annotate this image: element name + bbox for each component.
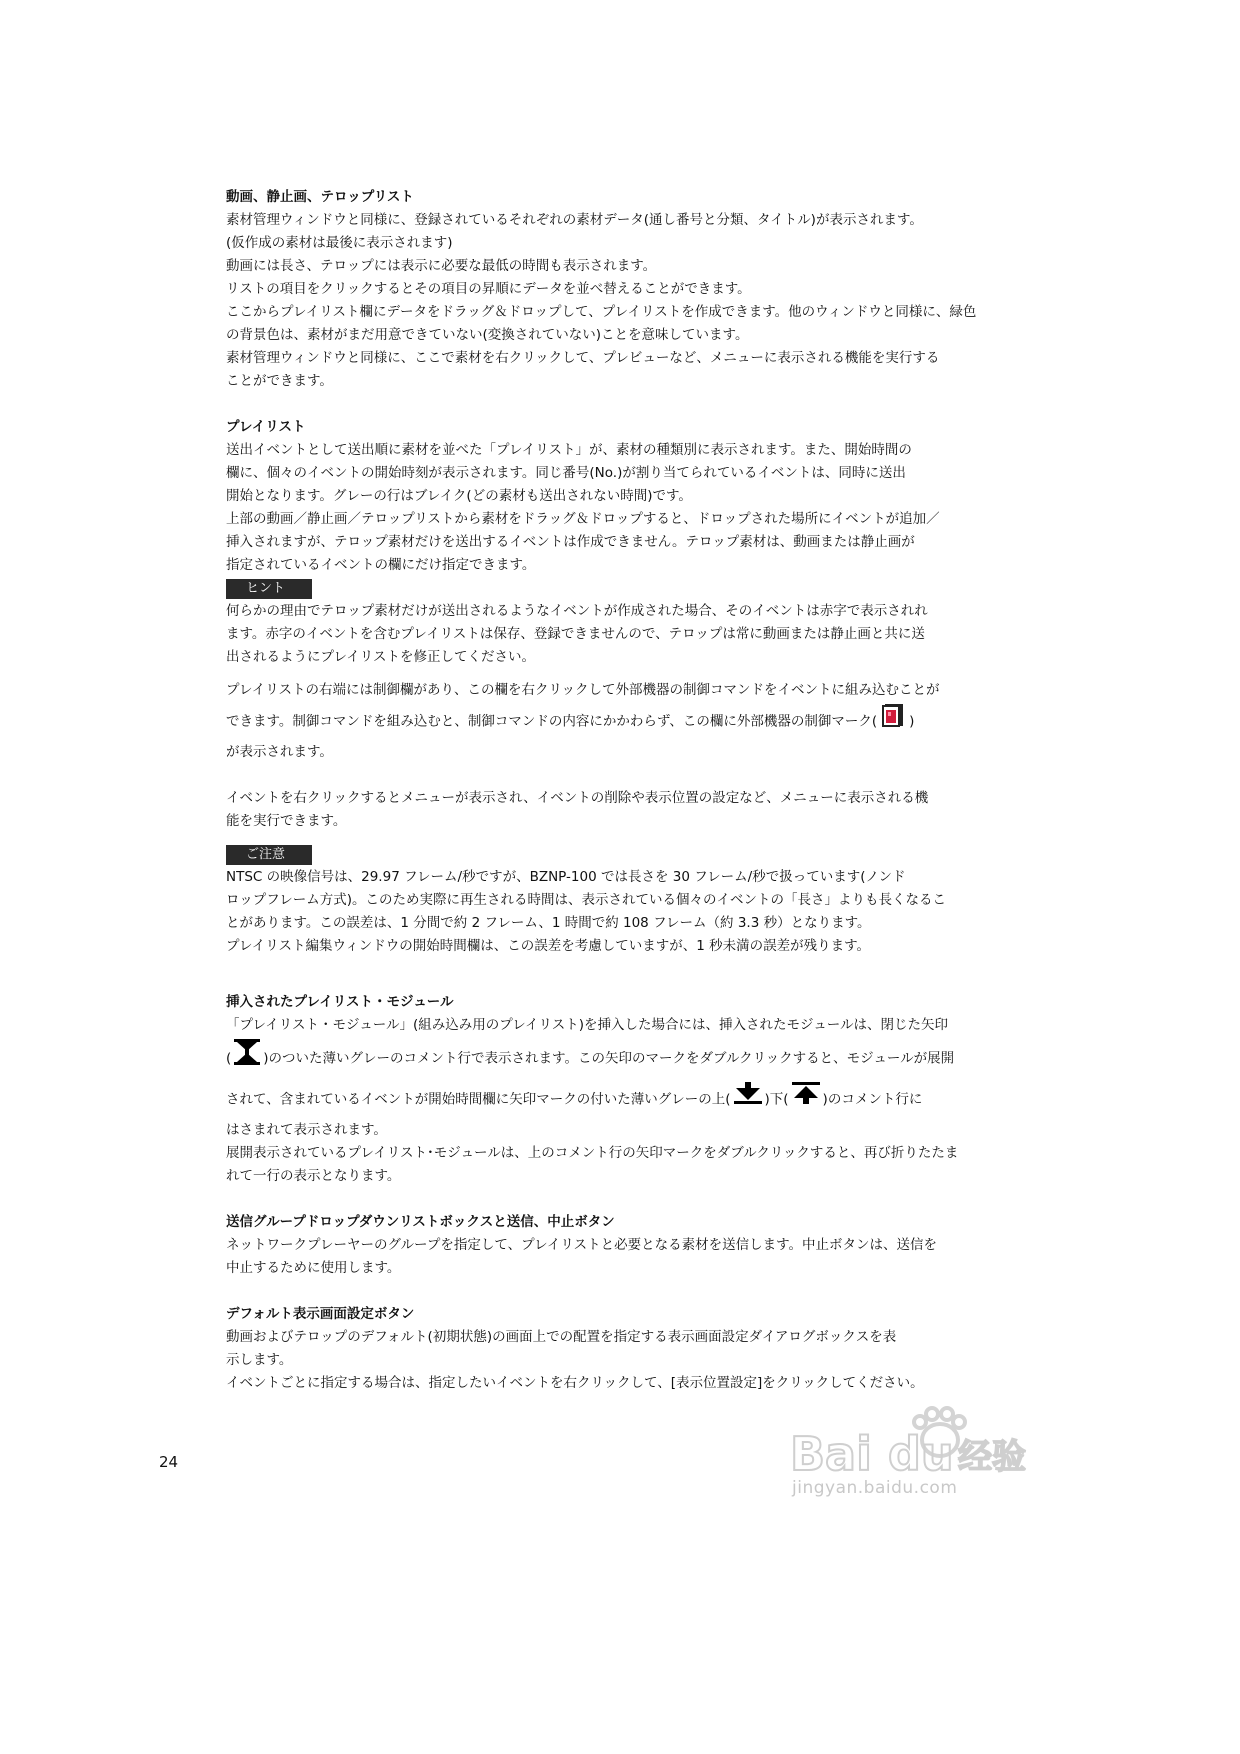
paragraph-line: (仮作成の素材は最後に表示されます) xyxy=(226,235,453,251)
inline-text: )のコメント行に xyxy=(822,1091,923,1108)
inline-text: )下( xyxy=(764,1091,789,1108)
note-line: ロップフレーム方式)。このため実際に再生される時間は、表示されている個々のイベントの「長さ」よりも長くなるこ xyxy=(226,892,946,908)
closed-arrow-icon xyxy=(232,1037,262,1080)
inline-text: ) xyxy=(909,713,915,730)
paragraph-line: 指定されているイベントの欄にだけ指定できます。 xyxy=(226,557,536,573)
watermark-url: jingyan.baidu.com xyxy=(792,1478,958,1498)
paragraph-line: れて一行の表示となります。 xyxy=(226,1168,401,1184)
paragraph-line: リストの項目をクリックするとその項目の昇順にデータを並べ替えることができます。 xyxy=(226,281,751,297)
page-number: 24 xyxy=(159,1453,179,1471)
paragraph-line-with-icon xyxy=(226,1037,956,1080)
paragraph-line: 展開表示されているプレイリスト･モジュールは、上のコメント行の矢印マークをダブルクリックすると、再び折りたたま xyxy=(226,1145,959,1161)
paragraph-line: 示します。 xyxy=(226,1352,293,1368)
section-title-material-lists: 動画、静止画、テロップリスト xyxy=(226,189,414,205)
svg-text:Bai: Bai xyxy=(790,1427,872,1481)
inline-text: されて、含まれているイベントが開始時間欄に矢印マークの付いた薄いグレーの上( xyxy=(226,1091,731,1108)
paragraph-line-with-icon xyxy=(226,1080,956,1119)
control-mark-icon xyxy=(878,702,908,741)
paragraph-line: イベントごとに指定する場合は、指定したいイベントを右クリックして、[表示位置設定]をクリックしてください。 xyxy=(226,1375,924,1391)
inline-text: )のついた薄いグレーのコメント行で表示されます。この矢印のマークをダブルクリックすると、モジュールが展開 xyxy=(263,1050,955,1067)
paragraph-line: 動画には長さ、テロップには表示に必要な最低の時間も表示されます。 xyxy=(226,258,657,274)
note-line: プレイリスト編集ウィンドウの開始時間欄は、この誤差を考慮していますが、1 秒未満の誤差が残ります。 xyxy=(226,938,871,954)
section-title-send-group: 送信グループドロップダウンリストボックスと送信、中止ボタン xyxy=(226,1214,615,1230)
paragraph-line: 挿入されますが、テロップ素材だけを送出するイベントは作成できません。テロップ素材は、動画または静止画が xyxy=(226,534,915,550)
paragraph-line: 中止するために使用します。 xyxy=(226,1260,401,1276)
paragraph-line: 送出イベントとして送出順に素材を並べた「プレイリスト」が、素材の種類別に表示されます。また、開始時間の xyxy=(226,442,912,458)
section-title-inserted-module: 挿入されたプレイリスト・モジュール xyxy=(226,994,454,1010)
hint-badge: ヒント xyxy=(226,579,312,599)
hint-line: 何らかの理由でテロップ素材だけが送出されるようなイベントが作成された場合、そのイベントは赤字で表示されれ xyxy=(226,603,928,619)
inline-text: ( xyxy=(226,1050,232,1067)
paragraph-line: イベントを右クリックするとメニューが表示され、イベントの削除や表示位置の設定など、メニューに表示される機 xyxy=(226,790,929,806)
paragraph-line: の背景色は、素材がまだ用意できていない(変換されていない)ことを意味しています。 xyxy=(226,327,749,343)
hint-line: 出されるようにプレイリストを修正してください。 xyxy=(226,649,536,665)
down-arrow-icon xyxy=(732,1080,764,1119)
section-title-default-screen: デフォルト表示画面設定ボタン xyxy=(226,1306,415,1322)
note-line: NTSC の映像信号は、29.97 フレーム/秒ですが、BZNP-100 では長さを 30 フレーム/秒で扱っています(ノンド xyxy=(226,869,906,885)
document-body xyxy=(226,186,977,1395)
paragraph-line: 素材管理ウィンドウと同様に、登録されているそれぞれの素材データ(通し番号と分類、タイトル)が表示されます。 xyxy=(226,212,923,228)
paragraph-line: ネットワークプレーヤーのグループを指定して、プレイリストと必要となる素材を送信します。中止ボタンは、送信を xyxy=(226,1237,938,1253)
note-line: とがあります。この誤差は、1 分間で約 2 フレーム、1 時間で約 108 フレーム（約 3.3 秒）となります。 xyxy=(226,915,871,931)
paragraph-line: ここからプレイリスト欄にデータをドラッグ＆ドロップして、プレイリストを作成できます。他のウィンドウと同様に、緑色 xyxy=(226,304,977,320)
paragraph-line: ことができます。 xyxy=(226,373,333,389)
section-title-playlist: プレイリスト xyxy=(226,419,306,435)
note-badge: ご注意 xyxy=(226,845,312,865)
up-arrow-icon xyxy=(790,1080,822,1119)
inline-text: できます。制御コマンドを組み込むと、制御コマンドの内容にかかわらず、この欄に外部機器の制御マーク( xyxy=(226,713,878,730)
paragraph-line: 能を実行できます。 xyxy=(226,813,347,829)
paragraph-line: 動画およびテロップのデフォルト(初期状態)の画面上での配置を指定する表示画面設定ダイアログボックスを表 xyxy=(226,1329,897,1345)
paragraph-line: はさまれて表示されます。 xyxy=(226,1122,387,1138)
paragraph-line: が表示されます。 xyxy=(226,744,333,760)
hint-line: ます。赤字のイベントを含むプレイリストは保存、登録できませんので、テロップは常に動画または静止画と共に送 xyxy=(226,626,925,642)
paragraph-line: 「プレイリスト・モジュール」(組み込み用のプレイリスト)を挿入した場合には、挿入されたモジュールは、閉じた矢印 xyxy=(226,1017,948,1033)
baidu-watermark-logo xyxy=(772,1402,1052,1532)
svg-text:du: du xyxy=(888,1427,954,1481)
paragraph-line: 開始となります。グレーの行はブレイク(どの素材も送出されない時間)です。 xyxy=(226,488,692,504)
svg-text:经验: 经验 xyxy=(958,1437,1026,1477)
paragraph-line-with-icon xyxy=(226,702,956,741)
paragraph-line: 素材管理ウィンドウと同様に、ここで素材を右クリックして、プレビューなど、メニューに表示される機能を実行する xyxy=(226,350,940,366)
paragraph-line: 欄に、個々のイベントの開始時刻が表示されます。同じ番号(No.)が割り当てられているイベントは、同時に送出 xyxy=(226,465,906,481)
paragraph-line: 上部の動画／静止画／テロップリストから素材をドラッグ＆ドロップすると、ドロップされた場所にイベントが追加／ xyxy=(226,511,940,527)
paragraph-line: プレイリストの右端には制御欄があり、この欄を右クリックして外部機器の制御コマンドをイベントに組み込むことが xyxy=(226,682,940,698)
